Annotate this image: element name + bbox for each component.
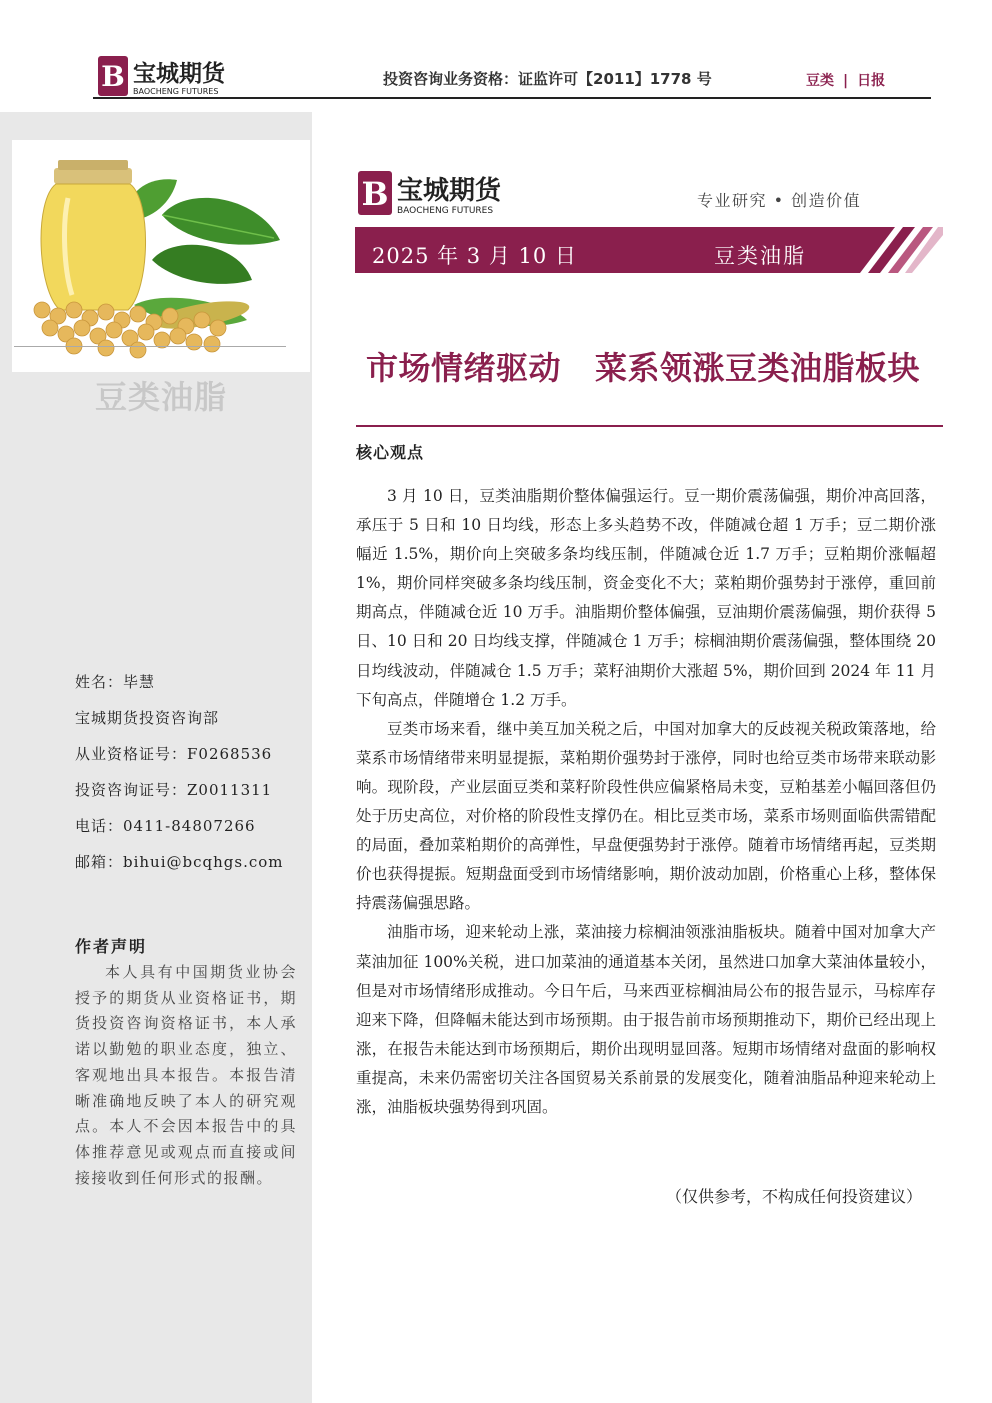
svg-text:B: B: [101, 60, 125, 93]
svg-text:BAOCHENG FUTURES: BAOCHENG FUTURES: [397, 206, 494, 216]
svg-text:BAOCHENG FUTURES: BAOCHENG FUTURES: [133, 87, 219, 96]
report-tags: [806, 70, 885, 90]
sidebar-category-watermark: 豆类油脂: [95, 378, 228, 416]
qualification-text: 投资咨询业务资格：证监许可【2011】1778 号: [383, 70, 712, 88]
hero-divider: [14, 346, 286, 347]
report-title: [366, 343, 920, 389]
tag-separator: |: [843, 73, 849, 89]
svg-text:宝城期货: 宝城期货: [133, 60, 225, 87]
author-name: 姓名：毕慧: [75, 673, 156, 691]
body-paragraph: 油脂市场，迎来轮动上涨，菜油接力棕榈油领涨油脂板块。随着中国对加拿大产菜油加征 100%关税，进口加菜油的通道基本关闭，虽然进口加拿大菜油体量较小，但是对市场情绪形成推动。今日午后，马来西亚棕榈油局公布的报告显示，马棕库存迎来下降，但降幅未能达到市场预期。由于报告前市场预期推动下，期价已经出现上涨，在报告未能达到市场预期后，期价出现明显回落。短期市场情绪对盘面的影响权重提高，未来仍需密切关注各国贸易关系前景的发展变化，随着油脂品种迎来轮动上涨，油脂板块强势得到巩固。: [356, 923, 936, 1116]
header-logo: [97, 55, 247, 101]
disclaimer: （仅供参考，不构成任何投资建议）: [666, 1187, 923, 1206]
body-paragraph: 3 月 10 日，豆类油脂期价整体偏强运行。豆一期价震荡偏强，期价冲高回落，承压于 5 日和 10 日均线，形态上多头趋势不改，伴随减仓超 1 万手；豆二期价涨幅近 1.5%，期价向上突破多条均线压制，伴随减仓近 1.7 万手；豆粕期价涨幅超 1%，期价同样突破多条均线压制，资金变化不大；菜粕期价强势封于涨停，重回前期高点，伴随减仓近 10 万手。油脂期价整体偏强，豆油期价震荡偏强，期价获得 5 日、10 日和 20 日均线支撑，伴随减仓 1 万手；棕榈油期价震荡偏强，整体围绕 20 日均线波动，伴随减仓 1.5 万手；菜籽油期价大涨超 5%，期价回到 2024 年 11 月下旬高点，伴随增仓 1.2 万手。: [356, 487, 936, 709]
report-date: 2025 年 3 月 10 日: [372, 244, 577, 268]
title-divider: [356, 425, 943, 427]
body-paragraph: 豆类市场来看，继中美互加关税之后，中国对加拿大的反歧视关税政策落地，给菜系市场情绪带来明显提振，菜粕期价强势封于涨停，同时也给豆类市场带来联动影响。现阶段，产业层面豆类和菜籽阶段性供应偏紧格局未变，豆粕基差小幅回落但仍处于历史高位，对价格的阶段性支撑仍在。相比豆类市场，菜系市场则面临供需错配的局面，叠加菜粕期价的高弹性，早盘便强势封于涨停。随着市场情绪再起，豆类期价也获得提振。短期盘面受到市场情绪影响，期价波动加剧，价格重心上移，整体保持震荡偏强思路。: [356, 719, 936, 913]
header-divider: [93, 97, 931, 99]
declaration-text: 本人具有中国期货业协会授予的期货从业资格证书，期货投资咨询资格证书，本人承诺以勤勉的职业态度，独立、客观地出具本报告。本报告清晰准确地反映了本人的研究观点。本人不会因本报告中的具体推荐意见或观点而直接或间接接收到任何形式的报酬。: [75, 963, 297, 1187]
title-part-1: 市场情绪驱动: [366, 349, 562, 387]
author-department: 宝城期货投资咨询部: [75, 709, 220, 727]
title-part-2: 菜系领涨豆类油脂板块: [595, 349, 921, 387]
consulting-number: 投资咨询证号：Z0011311: [75, 781, 273, 799]
declaration-title: 作者声明: [75, 937, 148, 956]
main-logo: [357, 170, 527, 220]
report-category: 豆类油脂: [714, 244, 806, 268]
svg-text:B: B: [361, 175, 389, 213]
author-contact: [75, 664, 284, 880]
email-address: 邮箱：bihui@bcqhgs.com: [75, 853, 284, 871]
slogan: 专业研究 • 创造价值: [697, 191, 862, 210]
category-tag: 豆类: [806, 73, 834, 89]
core-view-label: 核心观点: [356, 443, 425, 462]
phone-number: 电话：0411-84807266: [75, 817, 256, 835]
qualification-number: 从业资格证号：F0268536: [75, 745, 273, 763]
report-type-tag: 日报: [857, 73, 886, 89]
report-body: [356, 482, 936, 1122]
svg-text:宝城期货: 宝城期货: [397, 176, 502, 206]
hero-image: [12, 140, 310, 372]
